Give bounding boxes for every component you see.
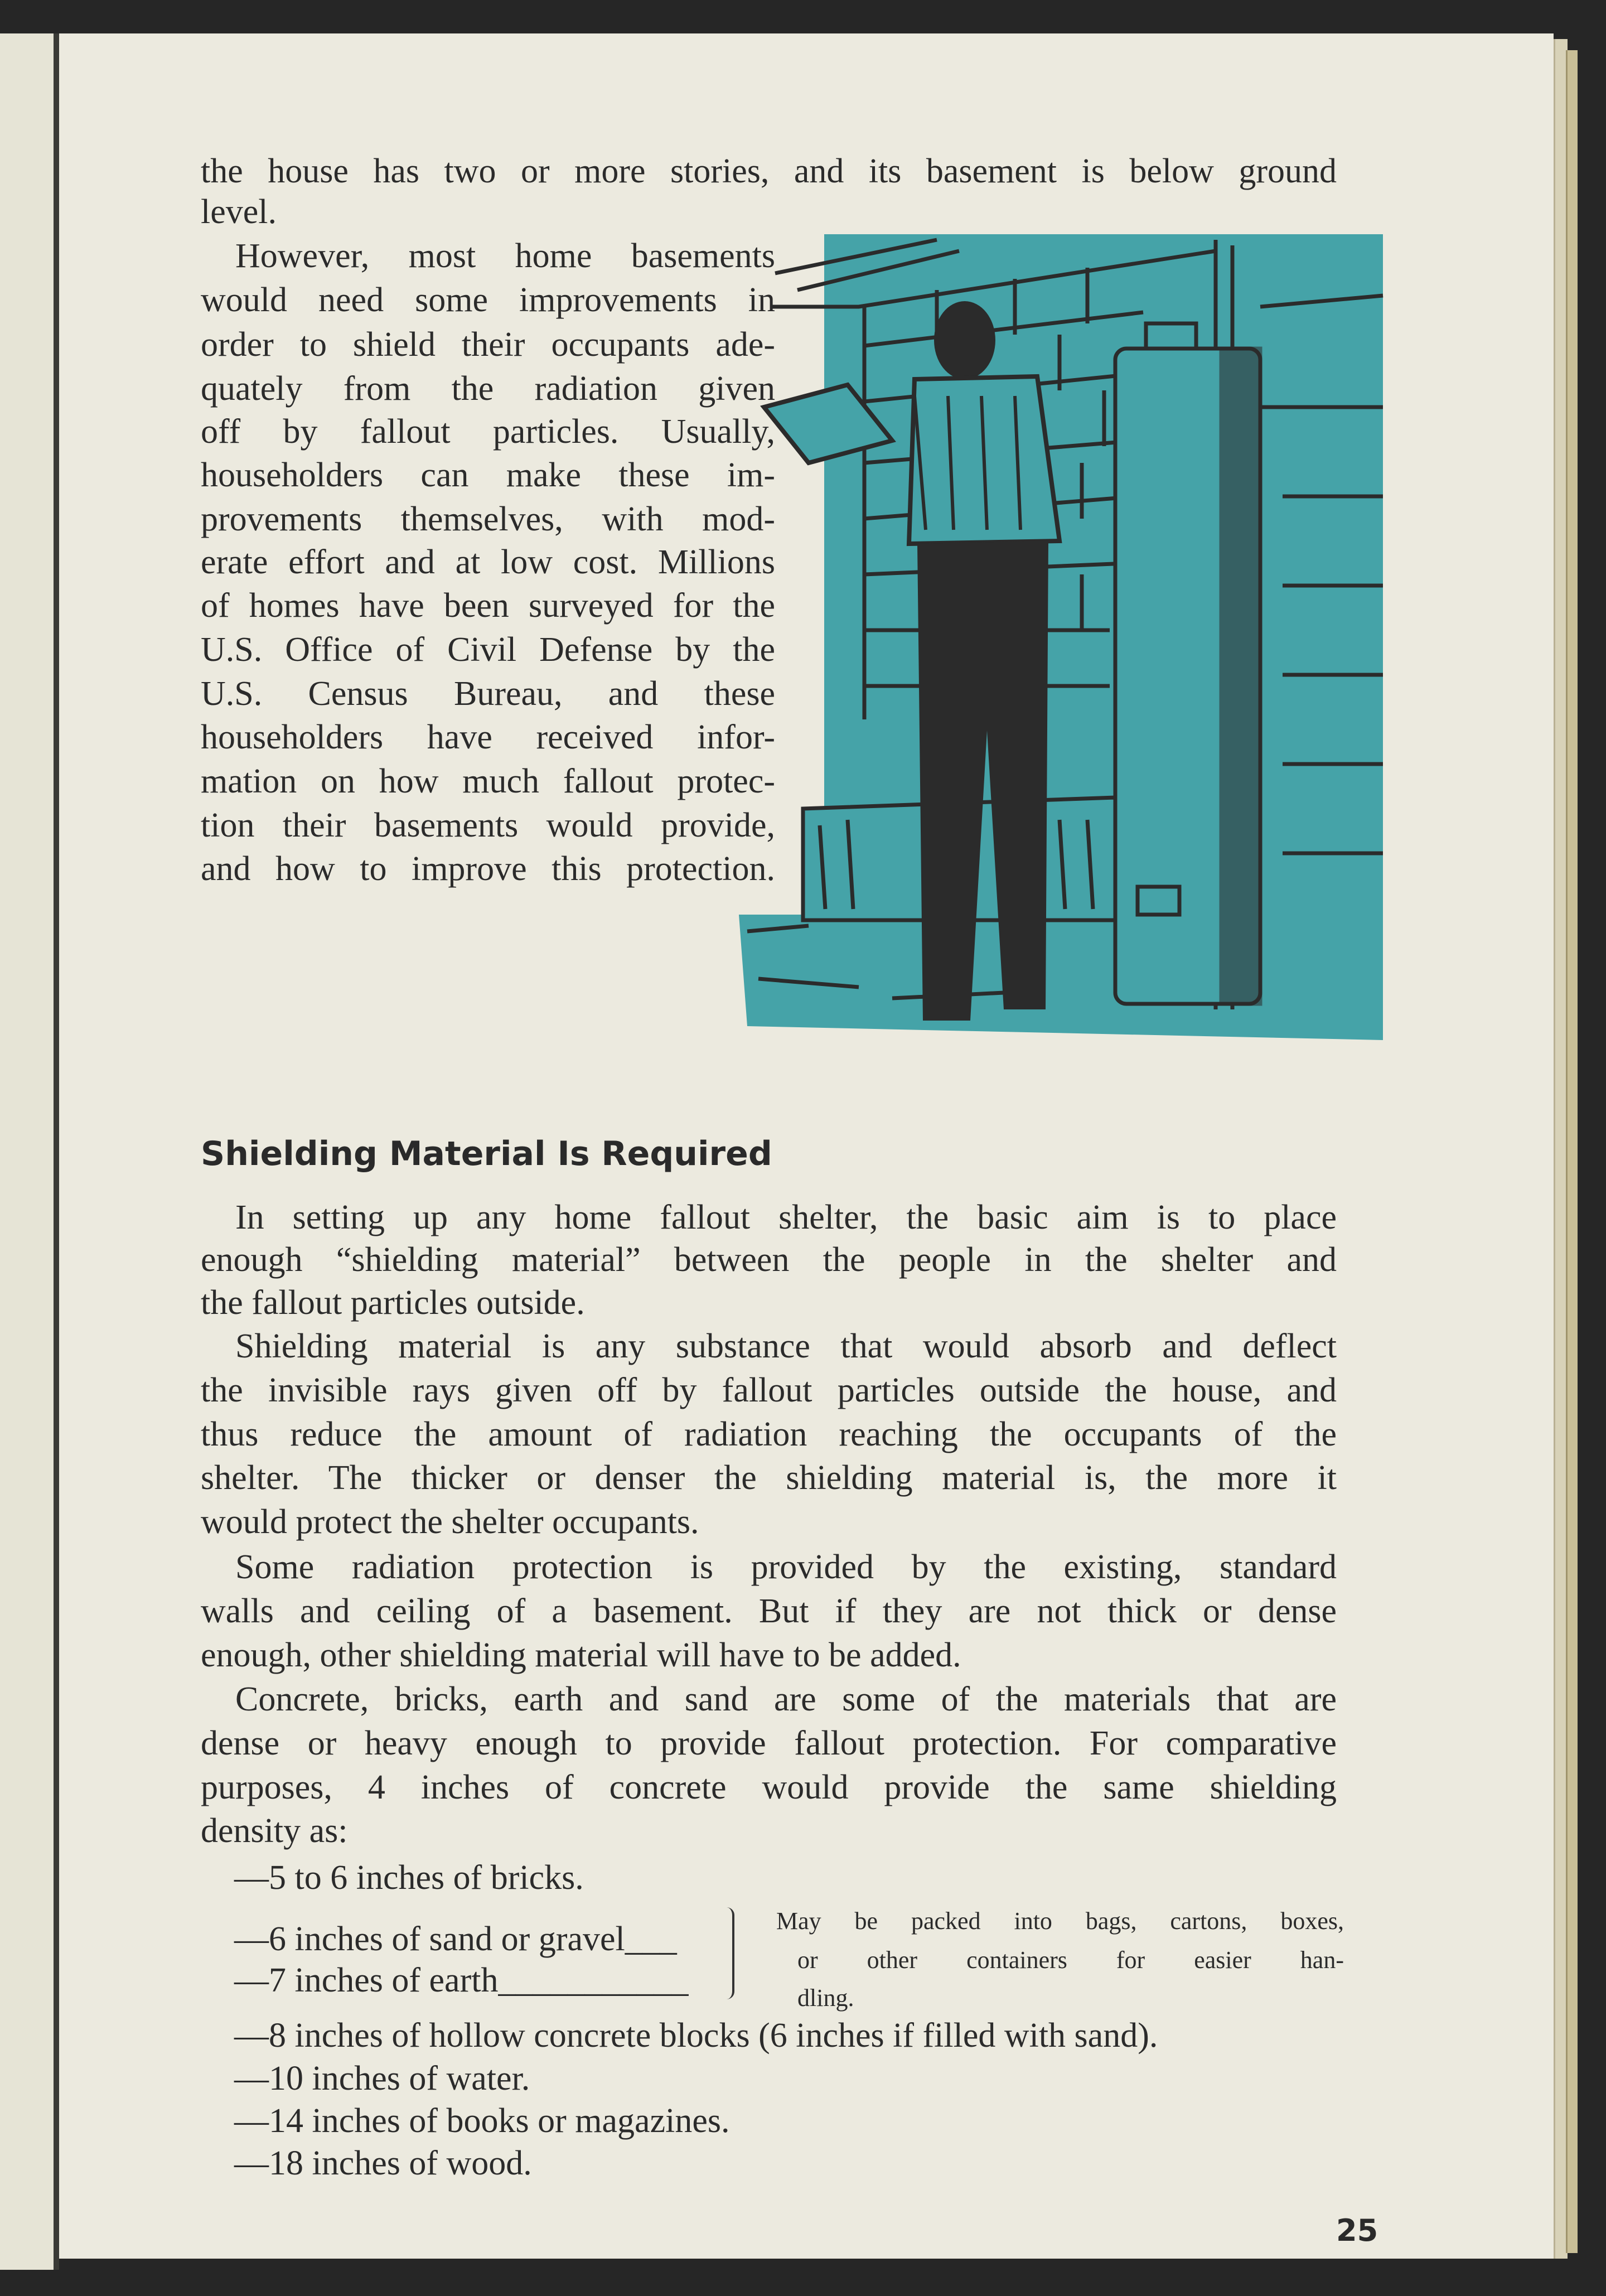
text-line: the fallout particles outside.: [201, 1284, 585, 1322]
text-line: provements themselves, with mod-: [201, 500, 775, 538]
page-number: 25: [1336, 2213, 1378, 2248]
text-line: Shielding material is any substance that would absorb and deflect: [235, 1327, 1337, 1365]
text-line: However, most home basements: [235, 237, 775, 275]
book-gutter: [54, 33, 59, 2270]
section-heading: Shielding Material Is Required: [201, 1134, 772, 1173]
text-line: purposes, 4 inches of concrete would provide the same shielding: [201, 1768, 1337, 1806]
text-line: order to shield their occupants ade-: [201, 326, 775, 364]
text-line: level.: [201, 193, 277, 231]
list-item: —18 inches of wood.: [234, 2144, 532, 2182]
brace: [722, 1907, 734, 1999]
text-line: householders have received infor-: [201, 718, 775, 756]
text-line: enough “shielding material” between the people in the shelter and: [201, 1241, 1337, 1279]
text-line: tion their basements would provide,: [201, 806, 775, 844]
text-line: off by fallout particles. Usually,: [201, 413, 775, 451]
note-line: May be packed into bags, cartons, boxes,: [776, 1907, 1344, 1935]
text-line: the invisible rays given off by fallout particles outside the house, and: [201, 1371, 1337, 1409]
list-item: —6 inches of sand or gravel___: [234, 1920, 677, 1958]
text-line: of homes have been surveyed for the: [201, 587, 775, 625]
text-line: enough, other shielding material will have to be added.: [201, 1636, 961, 1674]
text-line: would protect the shelter occupants.: [201, 1503, 699, 1541]
text-line: U.S. Census Bureau, and these: [201, 675, 775, 713]
basement-illustration: [725, 229, 1394, 1054]
page-edges-back: [1566, 50, 1578, 2253]
list-item: —10 inches of water.: [234, 2060, 530, 2097]
text-line: density as:: [201, 1812, 348, 1850]
text-line: Concrete, bricks, earth and sand are some of the materials that are: [235, 1680, 1337, 1718]
facing-page-edge: [0, 33, 54, 2270]
list-item: —8 inches of hollow concrete blocks (6 inches if filled with sand).: [234, 2017, 1158, 2055]
text-line: the house has two or more stories, and its basement is below ground: [201, 152, 1337, 190]
list-item: —7 inches of earth___________: [234, 1961, 689, 1999]
text-line: Some radiation protection is provided by the existing, standard: [235, 1548, 1337, 1586]
text-line: and how to improve this protection.: [201, 850, 775, 888]
text-line: U.S. Office of Civil Defense by the: [201, 631, 775, 669]
text-line: mation on how much fallout protec-: [201, 762, 775, 800]
text-line: would need some improvements in: [201, 281, 775, 319]
list-item: —14 inches of books or magazines.: [234, 2102, 730, 2140]
text-line: walls and ceiling of a basement. But if they are not thick or dense: [201, 1592, 1337, 1630]
text-line: shelter. The thicker or denser the shielding material is, the more it: [201, 1459, 1337, 1497]
text-line: dense or heavy enough to provide fallout protection. For comparative: [201, 1724, 1337, 1762]
text-line: quately from the radiation given: [201, 370, 775, 408]
list-item: —5 to 6 inches of bricks.: [234, 1859, 584, 1897]
text-line: In setting up any home fallout shelter, the basic aim is to place: [235, 1198, 1337, 1236]
note-line: dling.: [797, 1984, 854, 2012]
text-line: thus reduce the amount of radiation reaching the occupants of the: [201, 1415, 1337, 1453]
text-line: erate effort and at low cost. Millions: [201, 543, 775, 581]
water-heater: [1115, 323, 1260, 1004]
note-line: or other containers for easier han-: [797, 1946, 1344, 1974]
text-line: householders can make these im-: [201, 456, 775, 494]
